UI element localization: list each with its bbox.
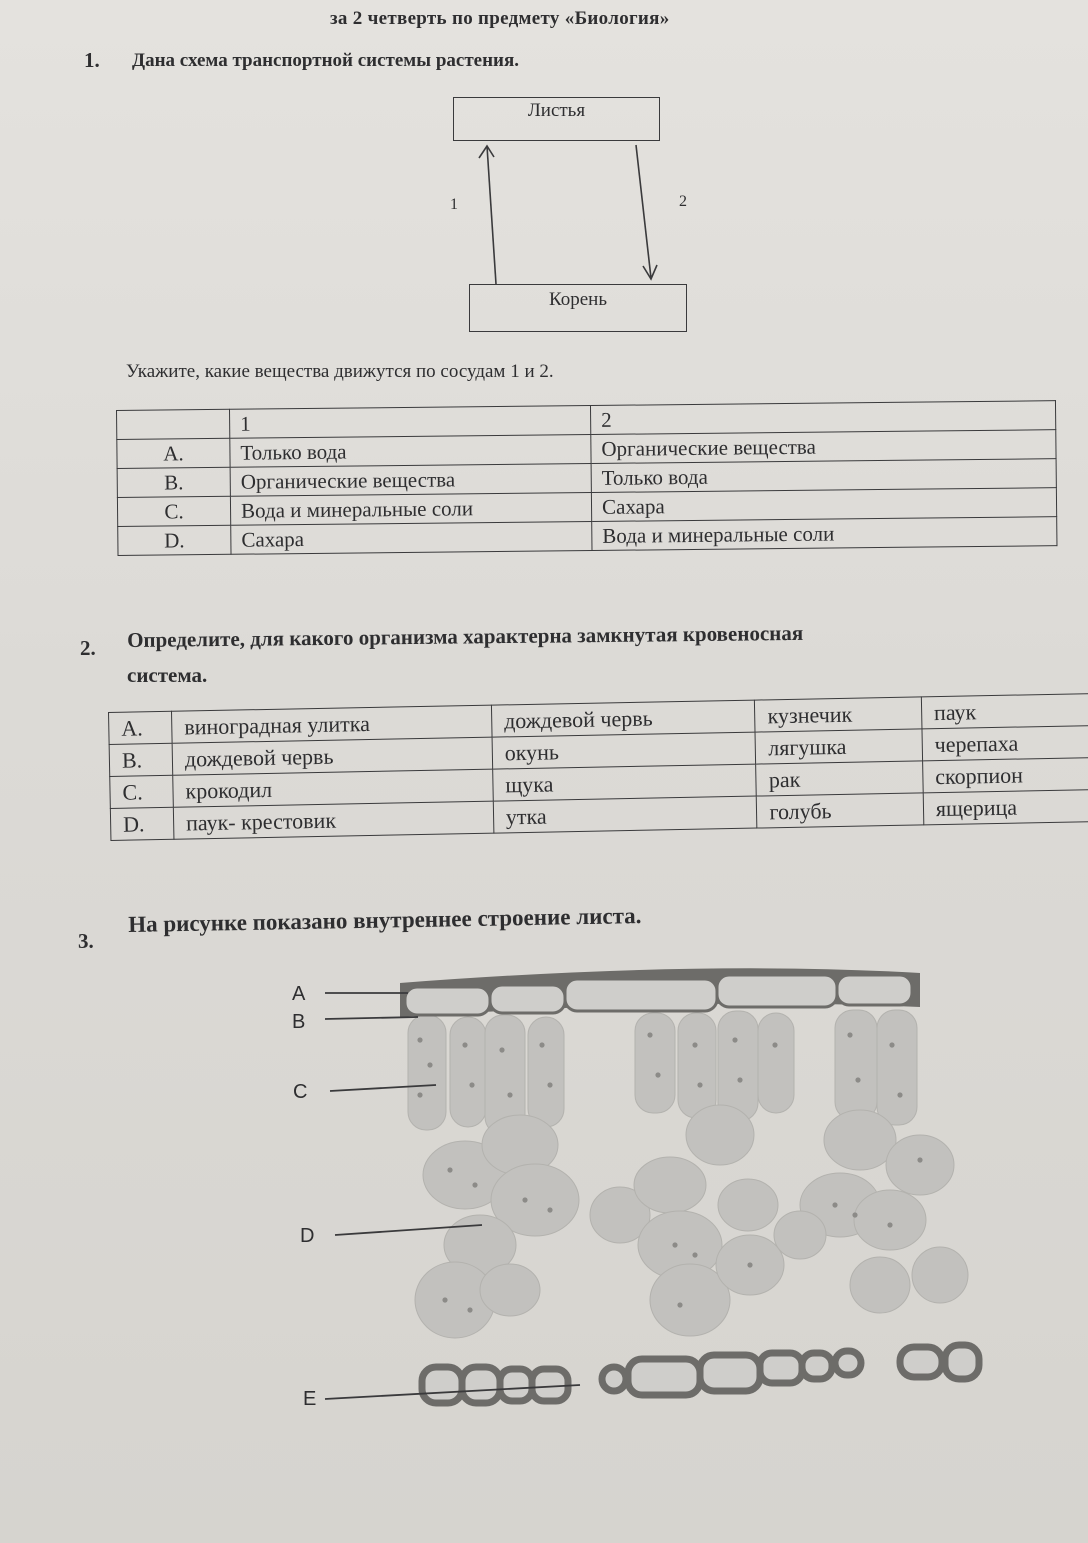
table-cell: кузнечик <box>755 697 922 732</box>
table-cell: виноградная улитка <box>171 705 491 743</box>
table-cell: паук- крестовик <box>173 801 493 839</box>
label-b: B <box>292 1011 306 1033</box>
table-cell: лягушка <box>755 729 922 764</box>
label-e: E <box>303 1388 317 1410</box>
q2-text-line1: Определите, для какого организма характерна замкнутая кровеносная <box>127 620 804 652</box>
option-letter: C. <box>110 775 174 808</box>
table-cell: 2 <box>590 401 1055 435</box>
table-cell: Сахара <box>231 522 592 555</box>
table-cell: Сахара <box>591 488 1056 522</box>
table-cell: дождевой червь <box>172 737 492 775</box>
table-cell: Органические вещества <box>230 464 591 497</box>
table-cell: щука <box>492 764 756 801</box>
table-cell: Только вода <box>230 435 591 468</box>
q3-number: 3. <box>78 929 94 953</box>
table-cell: голубь <box>757 793 924 828</box>
q3-text: На рисунке показано внутреннее строение листа. <box>128 903 642 937</box>
option-letter: D. <box>118 525 231 555</box>
q2-number: 2. <box>80 636 96 660</box>
table-cell: Вода и минеральные соли <box>592 517 1057 551</box>
option-letter: A. <box>117 438 230 468</box>
option-letter: B. <box>117 467 230 497</box>
option-letter: C. <box>117 496 230 526</box>
mesophyll-cells <box>408 1010 968 1338</box>
table-cell: ящерица <box>923 790 1088 825</box>
vessel-label-1: 1 <box>450 196 458 213</box>
q1-text: Дана схема транспортной системы растения. <box>132 50 520 71</box>
q1-number: 1. <box>84 48 100 72</box>
page-header: за 2 четверть по предмету «Биология» <box>330 8 670 29</box>
arrow-2-down <box>636 145 651 278</box>
table-cell <box>117 409 230 439</box>
option-letter: B. <box>109 743 173 776</box>
table-cell: 1 <box>229 406 590 439</box>
table-cell: скорпион <box>922 758 1088 793</box>
q1-answer-table <box>116 400 1057 556</box>
arrow-1-head <box>479 146 494 158</box>
table-cell: паук <box>921 694 1088 729</box>
q2-answer-table <box>108 693 1088 841</box>
table-cell: окунь <box>492 732 756 769</box>
option-letter: A. <box>109 711 173 744</box>
vessel-label-2: 2 <box>679 193 687 210</box>
table-cell: Органические вещества <box>591 430 1056 464</box>
option-letter: D. <box>110 807 174 840</box>
label-c: C <box>293 1081 308 1103</box>
table-cell: Вода и минеральные соли <box>230 493 591 526</box>
table-cell: рак <box>756 761 923 796</box>
q1-prompt: Укажите, какие вещества движутся по сосудам 1 и 2. <box>126 361 554 382</box>
label-a: A <box>292 983 306 1005</box>
root-box: Корень <box>469 284 687 332</box>
lower-epidermis-cells <box>422 1345 979 1403</box>
label-d: D <box>300 1225 315 1247</box>
arrow-1-up <box>487 146 496 284</box>
table-cell: дождевой червь <box>491 700 755 737</box>
table-cell: Только вода <box>591 459 1056 493</box>
transport-arrows <box>0 0 1088 400</box>
q2-text-line2: система. <box>127 663 208 687</box>
table-cell: утка <box>493 796 757 833</box>
table-cell: крокодил <box>173 769 493 807</box>
leaf-cross-section-diagram <box>280 955 1010 1435</box>
table-cell: черепаха <box>922 726 1088 761</box>
leaves-box: Листья <box>453 97 660 141</box>
